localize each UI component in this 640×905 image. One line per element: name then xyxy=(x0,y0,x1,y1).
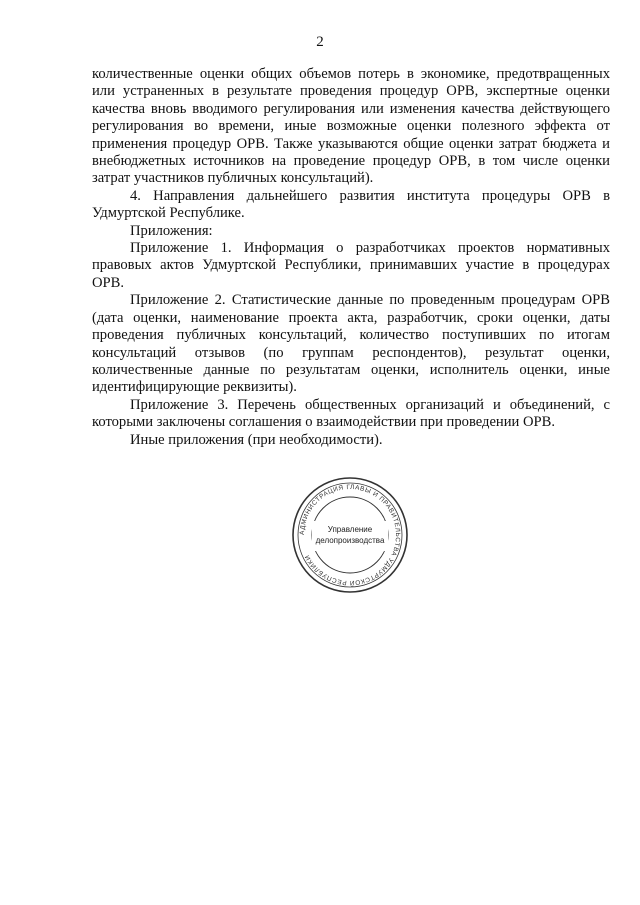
paragraph-attachment-3: Приложение 3. Перечень общественных организаций и объединений, с которыми заключены соглашения о взаимодействии при проведении ОРВ. xyxy=(92,396,610,431)
paragraph-directions: 4. Направления дальнейшего развития института процедуры ОРВ в Удмуртской Республике. xyxy=(92,187,610,222)
stamp-line-1: Управление xyxy=(327,525,373,534)
paragraph-attachments-heading: Приложения: xyxy=(130,222,213,239)
stamp-line-2: делопроизводства xyxy=(315,536,385,545)
document-body xyxy=(92,66,610,449)
paragraph-attachment-2: Приложение 2. Статистические данные по проведенным процедурам ОРВ (дата оценки, наименование проекта акта, разработчик, сроки оценки, даты проведения публичных консультаций, количество поступивших по итогам консультаций отзывов (по группам респондентов), результат оценки, количественные данные по результатам оценки, исполнитель оценки, иные идентифицирующие реквизиты). xyxy=(92,292,610,396)
stamp-graphic xyxy=(290,475,410,595)
paragraph-continuation: количественные оценки общих объемов потерь в экономике, предотвращенных или устраненных в результате проведения процедур ОРВ, экспертные оценки качества вновь вводимого регулирования или изменения качества действующего регулирования во времени, иные возможные оценки полезного эффекта от применения процедур ОРВ. Также указываются общие оценки затрат бюджета и внебюджетных источников на проведение процедур ОРВ, в том числе оценки затрат участников публичных консультаций). xyxy=(92,66,610,187)
stamp-ring-text: АДМИНИСТРАЦИЯ ГЛАВЫ И ПРАВИТЕЛЬСТВА УДМУРТСКОЙ РЕСПУБЛИКИ xyxy=(298,483,402,587)
official-stamp xyxy=(290,475,410,595)
paragraph-attachment-1: Приложение 1. Информация о разработчиках проектов нормативных правовых актов Удмуртской Республики, принимавших участие в процедурах ОРВ. xyxy=(92,240,610,291)
paragraph-other-attachments: Иные приложения (при необходимости). xyxy=(130,431,383,448)
page-number: 2 xyxy=(316,34,324,50)
